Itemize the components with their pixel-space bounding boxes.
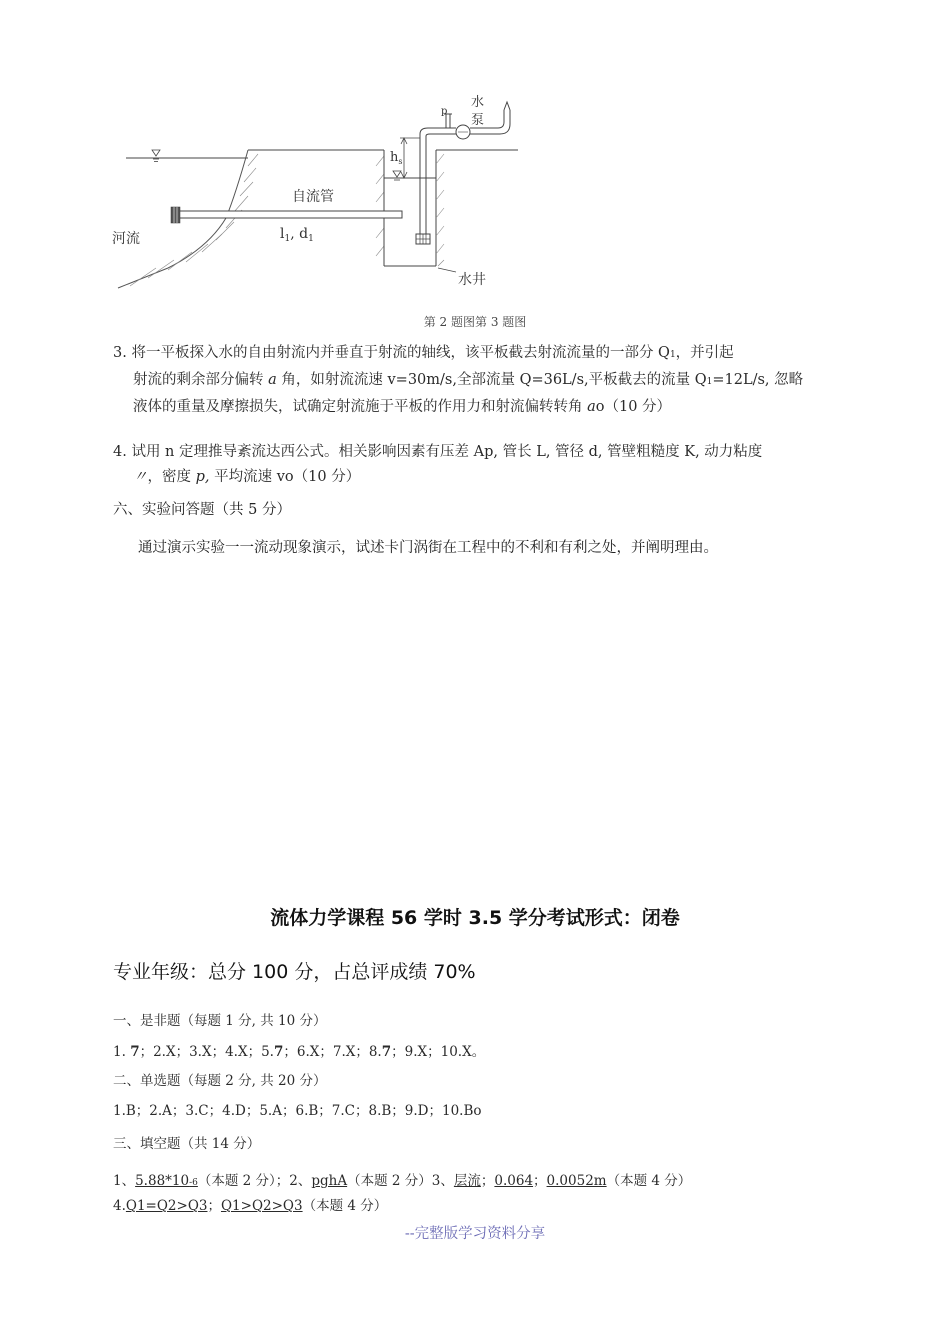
answer-s3-line-2: 4.Q1=Q2>Q3；Q1>Q2>Q3（本题 4 分）: [113, 1198, 388, 1214]
q3-line-1: 3. 将一平板探入水的自由射流内并垂直于射流的轴线，该平板截去射流流量的一部分 Q1，并引起: [113, 345, 734, 361]
self-flow-pipe: [176, 211, 402, 218]
hs-label: $h_s$: [390, 150, 403, 166]
well-water-level-symbol: [393, 171, 401, 180]
answer-s1-heading: 一、是非题（每题 1 分, 共 10 分）: [113, 1013, 327, 1029]
answer-s2-heading: 二、单选题（每题 2 分, 共 20 分）: [113, 1073, 327, 1089]
pump-label-line2: 泵: [471, 113, 485, 128]
pump-label-line1: 水: [471, 95, 485, 110]
pump-intake-diagram: [108, 88, 528, 298]
self-flow-pipe-label: 自流管: [292, 189, 334, 205]
gauge-mark: p: [441, 106, 448, 117]
well-label: 水井: [458, 272, 486, 288]
answer-title: 流体力学课程 56 学时 3.5 学分考试形式：闭卷: [270, 907, 680, 929]
question-4: [113, 440, 853, 490]
answer-s3-heading: 三、填空题（共 14 分）: [113, 1136, 261, 1152]
water-level-symbol: [152, 150, 160, 162]
figure-caption: 第 2 题图第 3 题图: [423, 315, 527, 329]
q4-line-1: 4. 试用 n 定理推导紊流达西公式。相关影响因素有压差 Ap, 管长 L, 管径 d, 管壁粗糙度 K, 动力粘度: [113, 444, 763, 460]
section-6-body: 通过演示实验一一流动现象演示，试述卡门涡街在工程中的不利和有利之处，并阐明理由。: [138, 540, 718, 556]
answer-s2-body: 1.B；2.A；3.C；4.D；5.A；6.B；7.C；8.B；9.D；10.Bo: [113, 1103, 482, 1119]
q3-line-3: 液体的重量及摩擦损失，试确定射流施于平板的作用力和射流偏转转角 ao（10 分）: [133, 399, 672, 415]
answer-subtitle: 专业年级：总分 100 分，占总评成绩 70%: [113, 961, 476, 983]
section-6-heading: 六、实验问答题（共 5 分）: [113, 502, 291, 518]
footer-note: --完整版学习资料分享: [404, 1226, 546, 1242]
q3-line-2: 射流的剩余部分偏转 a 角，如射流流速 v=30m/s,全部流量 Q=36L/s,平板截去的流量 Q1=12L/s, 忽略: [133, 372, 804, 388]
l1-d1-label: $l_1$, $d_1$: [280, 226, 314, 244]
answer-s3-line-1: 1、5.88*10-6（本题 2 分）；2、pghA（本题 2 分）3、层流；0.064；0.0052m（本题 4 分）: [113, 1173, 692, 1189]
river-label: 河流: [112, 231, 140, 247]
answer-s1-body: 1. 7；2.X；3.X；4.X；5.7；6.X；7.X；8.7；9.X；10.X。: [113, 1044, 486, 1060]
q4-line-2: 〃，密度 p, 平均流速 vo（10 分）: [133, 469, 361, 485]
intake-head: [171, 207, 180, 223]
question-3: [113, 341, 853, 420]
